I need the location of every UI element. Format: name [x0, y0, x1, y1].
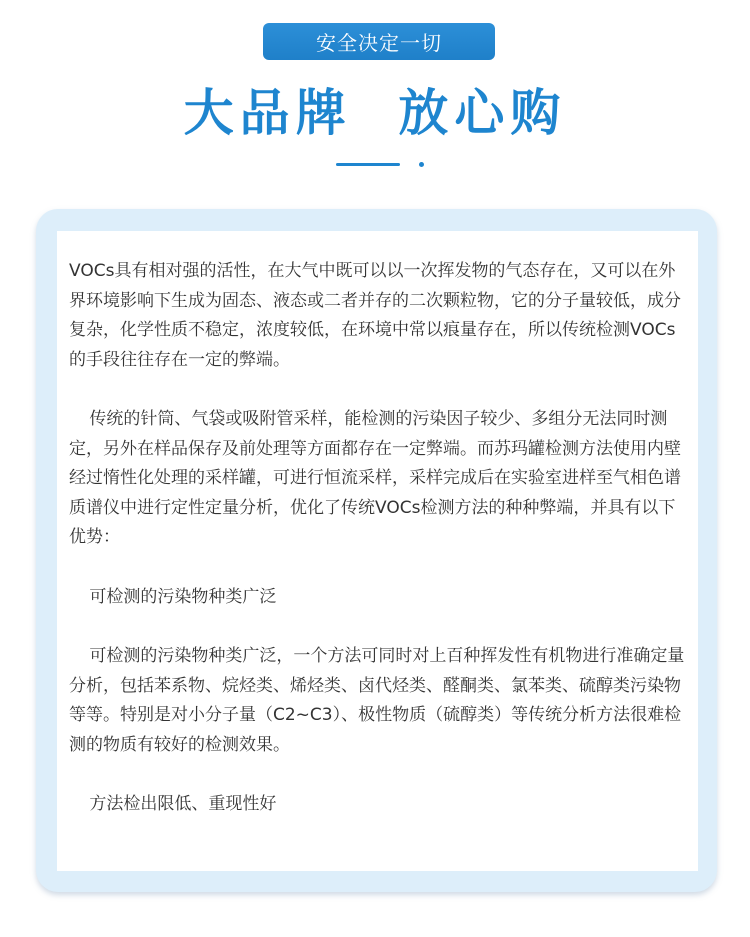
paragraph-vocs-intro: VOCs具有相对强的活性，在大气中既可以以一次挥发物的气态存在，又可以在外界环境影响下生成为固态、液态或二者并存的二次颗粒物，它的分子量较低，成分复杂，化学性质不稳定，浓度较低，在环境中常以痕量存在，所以传统检测VOCs的手段往往存在一定的弊端。 [69, 261, 681, 370]
advantage-heading-1: 可检测的污染物种类广泛 [89, 586, 277, 607]
tagline-text: 安全决定一切 [316, 31, 442, 55]
tagline-pill [263, 23, 495, 60]
advantage-heading-2: 方法检出限低、重现性好 [89, 794, 277, 814]
decorative-dash [336, 163, 400, 166]
paragraph-sampling-methods: 传统的针筒、气袋或吸附管采样，能检测的污染因子较少、多组分无法同时测定，另外在样品保存及前处理等方面都存在一定弊端。而苏玛罐检测方法使用内壁经过惰性化处理的采样罐，可进行恒流采样，采样完成后在实验室进样至气相色谱质谱仪中进行定性定量分析，优化了传统VOCs检测方法的种种弊端，并具有以下优势： [69, 409, 681, 547]
decorative-dot [419, 162, 424, 167]
paragraph-advantage-1: 可检测的污染物种类广泛，一个方法可同时对上百种挥发性有机物进行准确定量分析，包括苯系物、烷烃类、烯烃类、卤代烃类、醛酮类、氯苯类、硫醇类污染物等等。特别是对小分子量（C2~C3）、极性物质（硫醇类）等传统分析方法很难检测的物质有较好的检测效果。 [69, 646, 685, 755]
headline: 大品牌 放心购 [183, 84, 567, 142]
article-body [69, 257, 689, 850]
